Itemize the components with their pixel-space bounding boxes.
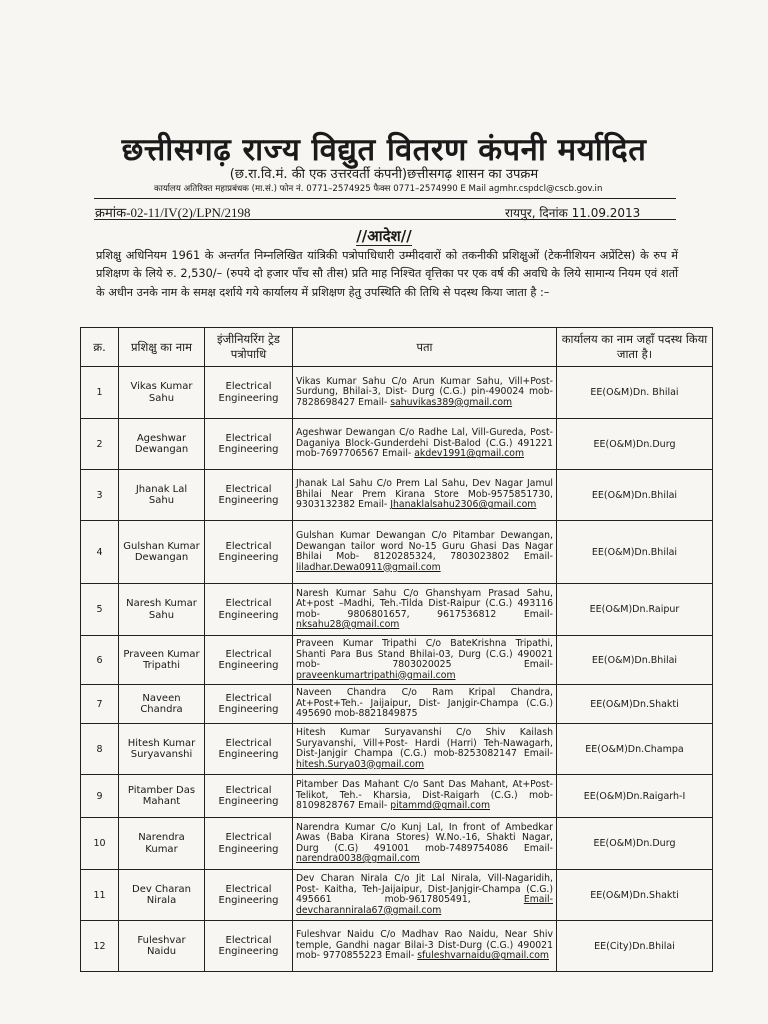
header-divider [94, 198, 676, 199]
row-sno: 8 [81, 724, 119, 775]
row-sno: 7 [81, 685, 119, 724]
row-name: Gulshan Kumar Dewangan [119, 521, 205, 584]
order-intro-paragraph: प्रशिक्षु अधिनियम 1961 के अन्तर्गत निम्नलिखित यांत्रिकी पत्रोपाधिधारी उम्मीदवारों को तकनीकी प्रशिक्षुओं (टेकनीशियन अप्रेंटिस) के रुप में प्रशिक्षण के लिये रु. 2,530/– (रुपये दो हजार पाँच सौ तीस) प्रति माह निश्चित वृत्तिका पर एक वर्ष की अवधि के लिये सामान्य नियम एवं शर्तो के अधीन उनके नाम के समक्ष दर्शाये गये कार्यालय में प्रशिक्षण हेतु उपस्थिति की तिथि से पदस्थ किया जाता है :– [96, 249, 678, 299]
row-sno: 1 [81, 367, 119, 419]
email-link[interactable]: sahuvikas389@gmail.com [390, 396, 513, 408]
order-date: रायपुर, दिनांक 11.09.2013 [505, 206, 641, 220]
row-trade: Electrical Engineering [205, 870, 293, 921]
address-text: Praveen Kumar Tripathi C/o BateKrishna Tripathi, Shanti Para Bus Stand Bhilai-03, Durg (C.G.) 490021 mob- 7803020025 Email- [296, 638, 553, 670]
row-address [293, 775, 557, 818]
order-heading-text: //आदेश// [356, 227, 412, 245]
header-office: कार्यालय का नाम जहाँ पदस्थ किया जाता है। [557, 328, 713, 367]
row-name: Praveen Kumar Tripathi [119, 636, 205, 685]
office-contact-line: कार्यालय अतिरिक्त महाप्रबंधक (मा.सं.) फोन नं. 0771–2574925 फैक्स 0771–2574990 E Mail agmhr.cspdcl@cscb.gov.in [154, 184, 603, 194]
row-trade: Electrical Engineering [205, 685, 293, 724]
row-trade: Electrical Engineering [205, 636, 293, 685]
row-office: EE(O&M)Dn.Durg [557, 419, 713, 470]
row-name: Hitesh Kumar Suryavanshi [119, 724, 205, 775]
header-name: प्रशिक्षु का नाम [119, 328, 205, 367]
row-trade: Electrical Engineering [205, 367, 293, 419]
row-office: EE(O&M)Dn.Bhilai [557, 636, 713, 685]
row-sno: 9 [81, 775, 119, 818]
address-text: Gulshan Kumar Dewangan C/o Pitambar Dewangan, Dewangan tailor word No-15 Guru Ghasi Das Nagar Bhilai Mob- 8120285324, 7803023802 Email- [296, 530, 553, 562]
row-trade: Electrical Engineering [205, 584, 293, 636]
row-name: Ageshwar Dewangan [119, 419, 205, 470]
row-sno: 5 [81, 584, 119, 636]
email-link[interactable]: narendra0038@gmail.com [296, 853, 420, 864]
email-link[interactable]: praveenkumartripathi@gmail.com [296, 669, 456, 681]
row-sno: 4 [81, 521, 119, 584]
row-sno: 10 [81, 818, 119, 870]
email-link[interactable]: hitesh.Surya03@gmail.com [296, 758, 425, 770]
address-text: Jhanak Lal Sahu C/o Prem Lal Sahu, Dev Nagar Jamul Bhilai Near Prem Kirana Store Mob-9575851730, 9303132382 Email- [296, 478, 553, 511]
table-row [81, 921, 713, 972]
row-name: Narendra Kumar [119, 818, 205, 870]
table-row [81, 521, 713, 584]
row-sno: 12 [81, 921, 119, 972]
address-text: Dev Charan Nirala C/o Jit Lal Nirala, Vill-Nagaridih, Post- Kaitha, Teh-Jaijaipur, Dist-Janjgir-Champa (C.G.) 495661 mob-9617805491, [296, 873, 553, 905]
row-address [293, 470, 557, 521]
row-office: EE(O&M)Dn.Bhilai [557, 521, 713, 584]
row-address [293, 419, 557, 470]
reference-divider [94, 219, 676, 220]
table-row [81, 775, 713, 818]
email-link[interactable]: sfuleshvarnaidu@gmail.com [417, 950, 549, 962]
row-name: Pitamber Das Mahant [119, 775, 205, 818]
table-row [81, 367, 713, 419]
table-row [81, 685, 713, 724]
address-text: Naresh Kumar Sahu C/o Ghanshyam Prasad Sahu, At+post –Madhi, Teh.-Tilda Dist-Raipur (C.G.) 493116 mob- 9806801657, 9617536812 Email- [296, 587, 553, 620]
row-name: Naveen Chandra [119, 685, 205, 724]
row-office: EE(O&M)Dn.Champa [557, 724, 713, 775]
row-name: Dev Charan Nirala [119, 870, 205, 921]
row-name: Naresh Kumar Sahu [119, 584, 205, 636]
row-name: Vikas Kumar Sahu [119, 367, 205, 419]
address-text: Naveen Chandra C/o Ram Kripal Chandra, At+Post+Teh.- Jaijaipur, Dist- Janjgir-Champa (C.G.) 495690 mob-8821849875 [296, 687, 553, 720]
row-office: EE(O&M)Dn.Shakti [557, 870, 713, 921]
row-trade: Electrical Engineering [205, 470, 293, 521]
row-trade: Electrical Engineering [205, 818, 293, 870]
table-row [81, 470, 713, 521]
table-row [81, 818, 713, 870]
row-trade: Electrical Engineering [205, 521, 293, 584]
row-office: EE(City)Dn.Bhilai [557, 921, 713, 972]
row-trade: Electrical Engineering [205, 419, 293, 470]
address-text: Narendra Kumar C/o Kunj Lal, In front of Ambedkar Awas (Baba Kirana Stores) W.No.-16, Shakti Nagar, Durg (C.G) 491001 mob-7489754086 Email- [296, 821, 553, 854]
row-office: EE(O&M)Dn.Durg [557, 818, 713, 870]
row-address [293, 367, 557, 419]
row-trade: Electrical Engineering [205, 775, 293, 818]
table-row [81, 870, 713, 921]
row-office: EE(O&M)Dn. Bhilai [557, 367, 713, 419]
email-link[interactable]: Jhanaklalsahu2306@gmail.com [390, 499, 537, 511]
row-office: EE(O&M)Dn.Raipur [557, 584, 713, 636]
table-header-row [81, 328, 713, 367]
email-link[interactable]: pitammd@gmail.com [390, 800, 491, 812]
row-address [293, 685, 557, 724]
order-heading [0, 226, 768, 246]
row-address [293, 724, 557, 775]
row-sno: 11 [81, 870, 119, 921]
address-text: Fuleshvar Naidu C/o Madhav Rao Naidu, Near Shiv temple, Gandhi nagar Bilai-3 Dist-Durg (C.G.) 490021 mob- 9770855223 Email- [296, 929, 553, 962]
trainee-table [80, 327, 713, 972]
row-trade: Electrical Engineering [205, 724, 293, 775]
company-title: छत्तीसगढ़ राज्य विद्युत वितरण कंपनी मर्यादित [121, 132, 647, 168]
row-address [293, 870, 557, 921]
row-address [293, 921, 557, 972]
header-address: पता [293, 328, 557, 367]
row-address [293, 636, 557, 685]
row-office: EE(O&M)Dn.Bhilai [557, 470, 713, 521]
address-text: Vikas Kumar Sahu C/o Arun Kumar Sahu, Vill+Post- Surdung, Bhilai-3, Dist- Durg (C.G.) pin-490024 mob-7828698427 Email- [296, 375, 553, 408]
header-trade: इंजीनियरिंग ट्रेड पत्रोपाधि [205, 328, 293, 367]
header-sno: क्र. [81, 328, 119, 367]
email-link[interactable]: Email-devcharannirala67@gmail.com [296, 894, 553, 916]
row-sno: 3 [81, 470, 119, 521]
row-sno: 6 [81, 636, 119, 685]
address-text: Hitesh Kumar Suryavanshi C/o Shiv Kailash Suryavanshi, Vill+Post- Hardi (Harri) Teh-Nawagarh, Dist-Janjgir Champa (C.G.) mob-8253082147 Email- [296, 727, 553, 759]
table-row [81, 724, 713, 775]
row-address [293, 818, 557, 870]
email-link[interactable]: akdev1991@gmail.com [414, 448, 525, 460]
row-office: EE(O&M)Dn.Raigarh-I [557, 775, 713, 818]
table-row [81, 419, 713, 470]
row-office: EE(O&M)Dn.Shakti [557, 685, 713, 724]
company-subtitle: (छ.रा.वि.मं. की एक उत्तरवर्ती कंपनी)छत्तीसगढ़ शासन का उपक्रम [229, 167, 539, 182]
table-row [81, 584, 713, 636]
email-link[interactable]: liladhar.Dewa0911@gmail.com [296, 561, 441, 573]
email-link[interactable]: nksahu28@gmail.com [296, 619, 400, 630]
row-address [293, 521, 557, 584]
row-name: Jhanak Lal Sahu [119, 470, 205, 521]
row-name: Fuleshvar Naidu [119, 921, 205, 972]
address-text: Pitamber Das Mahant C/o Sant Das Mahant, At+Post-Telikot, Teh.- Kharsia, Dist-Raigarh (C.G.) mob-8109828767 Email- [296, 779, 553, 812]
row-trade: Electrical Engineering [205, 921, 293, 972]
row-sno: 2 [81, 419, 119, 470]
reference-number: क्रमांक-02-11/IV(2)/LPN/2198 [95, 205, 251, 220]
table-row [81, 636, 713, 685]
address-text: Ageshwar Dewangan C/o Radhe Lal, Vill-Gureda, Post-Daganiya Block-Gunderdehi Dist-Balod (C.G.) 491221 mob-7697706567 Email- [296, 427, 553, 460]
row-address [293, 584, 557, 636]
